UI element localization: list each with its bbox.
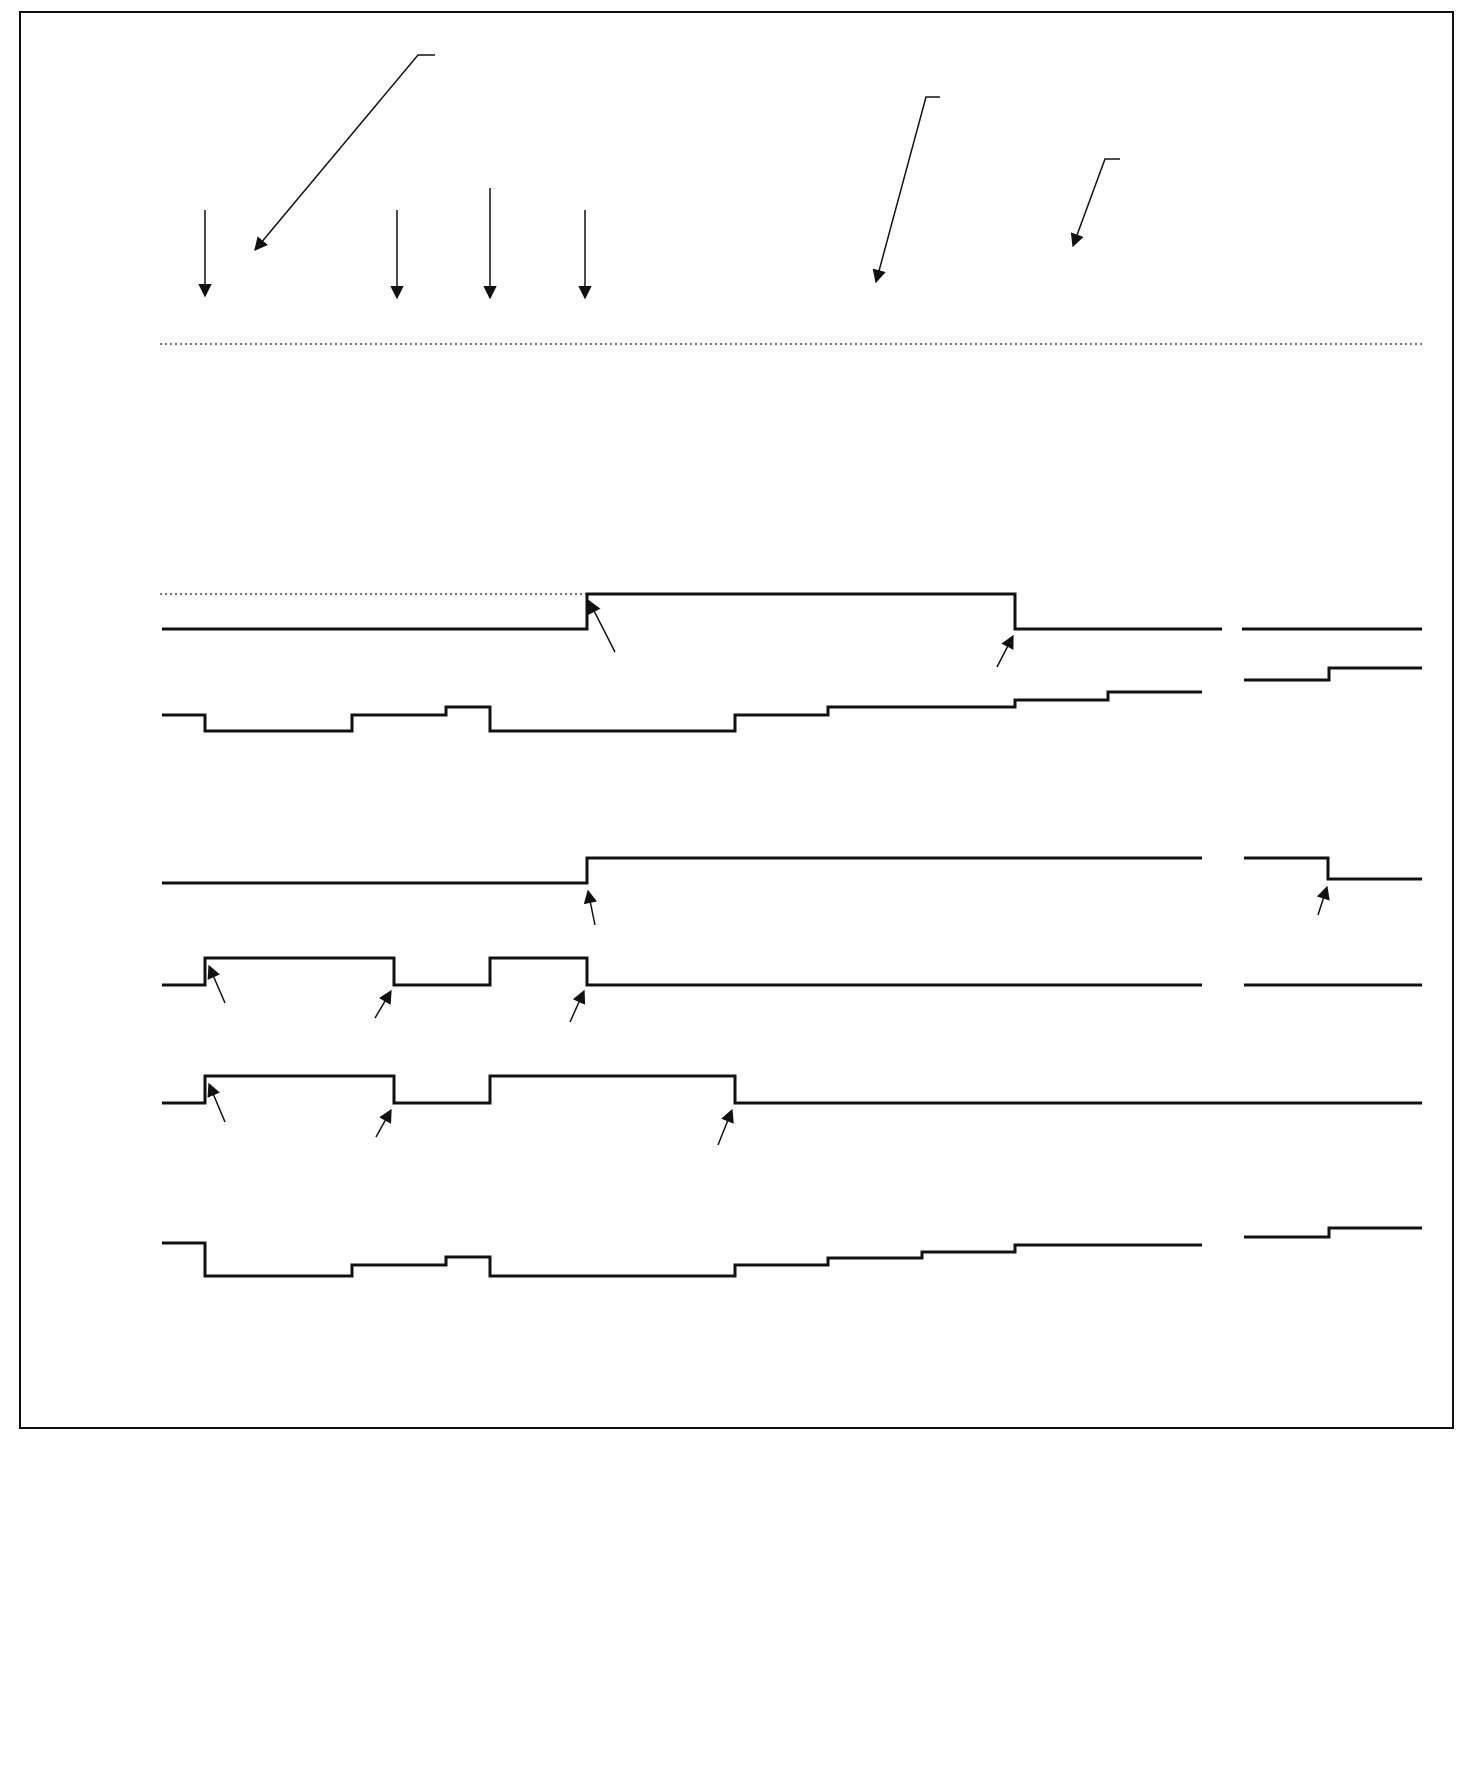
marker-6b-arrow (376, 1110, 391, 1137)
marker-5-arrow (209, 966, 225, 1003)
mil-waveform (162, 594, 1422, 629)
marker-7-arrow (570, 991, 584, 1022)
marker-3-arrow (588, 891, 595, 925)
c-counter-waveform (162, 1228, 1422, 1276)
notes-column-1 (18, 1465, 438, 1485)
marker-4-arrow (1318, 887, 1327, 915)
b-counter-waveform (162, 668, 1422, 731)
notes-column-3 (1015, 1465, 1445, 1480)
callout-arrow-bc (255, 55, 435, 250)
callout-arrow-b-not-c (1073, 159, 1120, 246)
marker-2-arrow (997, 636, 1013, 667)
marker-5b-arrow (209, 1084, 225, 1122)
first-trip-ff-waveform (162, 958, 1422, 985)
marker-1-arrow (589, 601, 615, 652)
notes-column-2 (514, 1465, 944, 1505)
callout-arrow-c-not-b (876, 97, 940, 282)
note-4-continued (514, 1465, 944, 1490)
marker-8-arrow (718, 1110, 732, 1145)
marker-6-arrow (375, 991, 391, 1018)
note-4-cont-text (566, 1465, 944, 1490)
first-trip-dtc-waveform (162, 1076, 1422, 1103)
dtc-ff-waveform (162, 858, 1422, 883)
